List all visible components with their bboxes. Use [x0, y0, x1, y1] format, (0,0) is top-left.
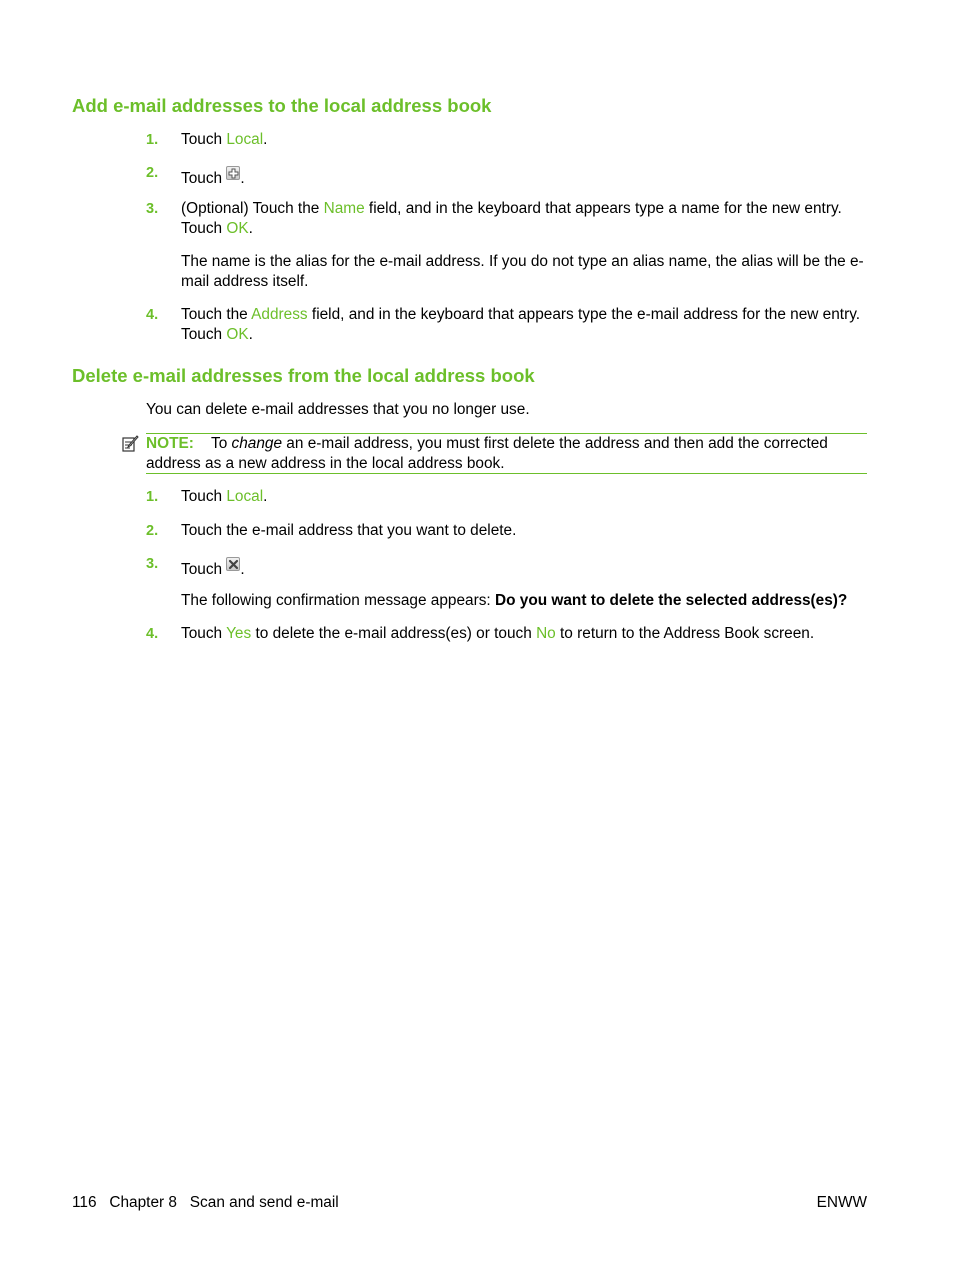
- step-number: 4.: [146, 307, 159, 323]
- note-label: NOTE:: [146, 435, 194, 452]
- step-text: Touch Local.: [181, 131, 268, 148]
- note-icon: [121, 435, 139, 459]
- confirmation-message: Do you want to delete the selected address(es)?: [494, 592, 848, 609]
- step-number: 1.: [146, 132, 159, 148]
- step-text: Touch the e-mail address that you want to delete.: [181, 522, 517, 539]
- step-text: Touch .: [181, 557, 871, 580]
- ui-term-address: Address: [251, 306, 308, 323]
- note-text: NOTE: To change an e-mail address, you must first delete the address and then add the corrected address as a new address in the local address book.: [146, 435, 828, 472]
- page-footer-right: ENWW: [816, 1194, 867, 1211]
- step-text: Touch the Address field, and in the keyboard that appears type the e-mail address for the new entry. Touch OK.: [181, 306, 861, 343]
- add-icon: [226, 166, 240, 180]
- section-intro: You can delete e-mail addresses that you no longer use.: [146, 401, 530, 418]
- chapter-label: Chapter 8: [109, 1194, 177, 1211]
- delete-icon: [226, 557, 240, 571]
- step-number: 2.: [146, 523, 159, 539]
- ui-term-yes: Yes: [226, 625, 252, 642]
- step-text: (Optional) Touch the Name field, and in the keyboard that appears type a name for the new entry. Touch OK.: [181, 200, 842, 237]
- step-text: Touch Local.: [181, 488, 268, 505]
- page-footer-left: [72, 1193, 339, 1213]
- page-number: 116: [72, 1194, 97, 1211]
- step-number: 4.: [146, 626, 159, 642]
- chapter-title: Scan and send e-mail: [189, 1194, 339, 1211]
- ui-term-no: No: [536, 625, 556, 642]
- step-number: 3.: [146, 201, 159, 217]
- step-number: 2.: [146, 165, 159, 181]
- step-extra-text: The name is the alias for the e-mail address. If you do not type an alias name, the alias will be the e-mail address itself.: [181, 253, 864, 290]
- section-heading-delete: Delete e-mail addresses from the local address book: [72, 365, 535, 386]
- ui-term-local: Local: [226, 131, 264, 148]
- ui-term-name: Name: [323, 200, 365, 217]
- section-heading-add: Add e-mail addresses to the local address book: [72, 95, 492, 116]
- step-extra-text: The following confirmation message appears: Do you want to delete the selected address(es)?: [181, 592, 848, 609]
- step-number: 1.: [146, 489, 159, 505]
- ui-term-local: Local: [226, 488, 264, 505]
- ui-term-ok: OK: [226, 220, 249, 237]
- step-number: 3.: [146, 556, 159, 572]
- ui-term-ok: OK: [226, 326, 249, 343]
- step-text: Touch .: [181, 166, 871, 189]
- note-bottom-rule: [146, 473, 867, 474]
- step-text: Touch Yes to delete the e-mail address(es) or touch No to return to the Address Book screen.: [181, 625, 815, 642]
